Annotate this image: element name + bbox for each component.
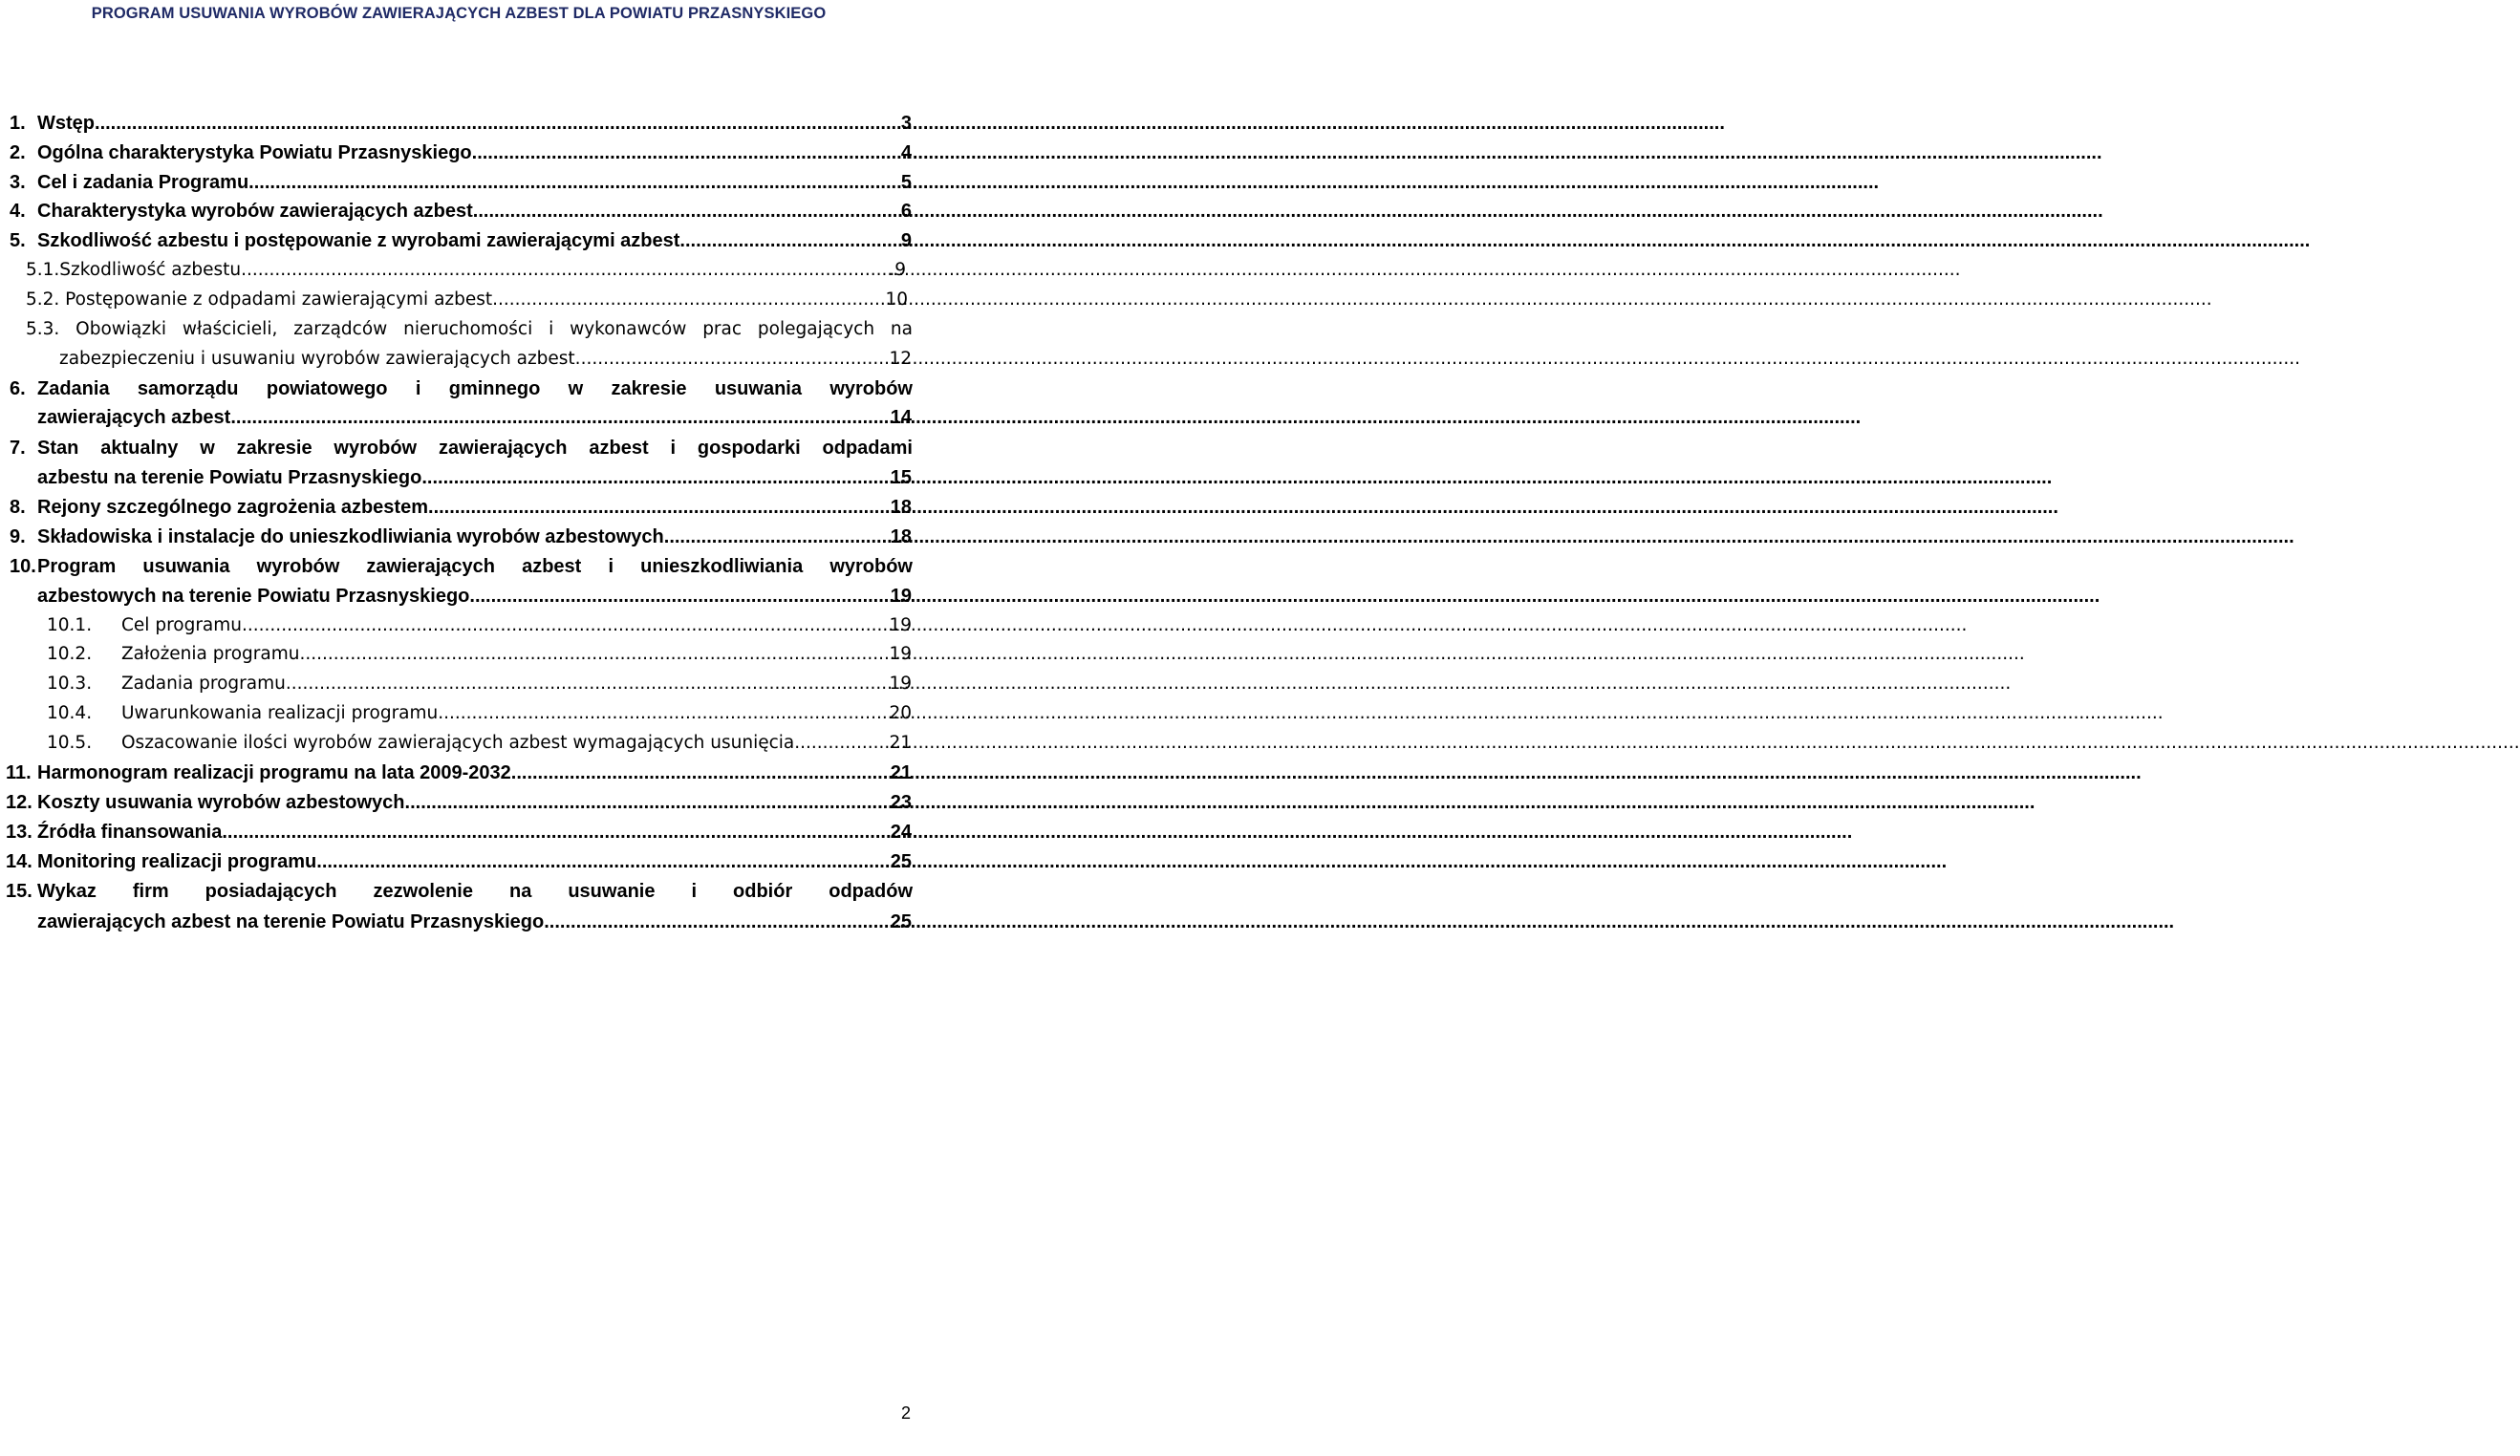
- toc-title: Wykaz firm posiadających zezwolenie na usuwanie i odbiór odpadów: [37, 881, 913, 902]
- toc-title: Składowiska i instalacje do unieszkodliwiania wyrobów azbestowych.: [37, 526, 670, 547]
- toc-entry-3[interactable]: [10, 168, 912, 197]
- toc-title: Wstęp.: [37, 113, 100, 134]
- toc-leader: [410, 788, 891, 817]
- toc-entry-10-3[interactable]: [47, 670, 912, 698]
- toc-leader: [100, 109, 901, 138]
- toc-page: 19: [889, 674, 912, 694]
- toc-leader: [477, 139, 901, 167]
- toc-leader: [241, 256, 889, 285]
- toc-leader: [516, 759, 890, 787]
- toc-entry-6-line1[interactable]: [10, 375, 913, 403]
- toc-title: azbestu na terenie Powiatu Przasnyskiego.: [37, 467, 427, 488]
- toc-leader: [581, 345, 890, 374]
- toc-title: Uwarunkowania realizacji programu.: [121, 703, 444, 723]
- toc-title: Program usuwania wyrobów zawierających azbest i unieszkodliwiania wyrobów: [37, 556, 913, 577]
- toc-title: zawierających azbest na terenie Powiatu Przasnyskiego.: [37, 911, 549, 932]
- toc-entry-9[interactable]: [10, 523, 912, 551]
- toc-page: 23: [890, 792, 912, 813]
- toc-entry-10-4[interactable]: [47, 699, 912, 728]
- toc-number: 10.1.: [47, 615, 93, 635]
- toc-entry-5-3-line1[interactable]: [26, 315, 913, 344]
- toc-title: 5.1.Szkodliwość azbestu: [26, 260, 242, 280]
- toc-title: Cel programu.: [121, 615, 248, 635]
- toc-page: 9: [900, 230, 912, 251]
- toc-leader: [549, 908, 891, 936]
- toc-number: 11.: [6, 762, 32, 783]
- toc-leader: [434, 493, 891, 522]
- toc-leader: [492, 286, 885, 314]
- toc-page: 25: [890, 911, 912, 932]
- toc-page: 19: [889, 644, 912, 664]
- toc-page: 14: [890, 407, 912, 428]
- toc-title: Rejony szczególnego zagrożenia azbestem.: [37, 497, 434, 518]
- toc-entry-8[interactable]: [10, 493, 912, 522]
- toc-entry-15-line2[interactable]: [37, 908, 912, 936]
- toc-number: 10.3.: [47, 674, 93, 694]
- toc-leader: [291, 670, 890, 698]
- toc-page: 12: [889, 349, 912, 369]
- toc-title: Zadania samorządu powiatowego i gminnego w zakresie usuwania wyrobów: [37, 378, 913, 399]
- toc-entry-11[interactable]: [6, 759, 912, 787]
- toc-number: 12.: [6, 792, 32, 813]
- toc-leader: [236, 403, 891, 432]
- toc-entry-5-3-line2[interactable]: [59, 345, 912, 374]
- toc-title: Założenia programu.: [121, 644, 306, 664]
- toc-leader: [475, 582, 891, 610]
- toc-entry-7-line2[interactable]: [37, 463, 912, 492]
- toc-entry-4[interactable]: [10, 197, 912, 225]
- toc-page: 21: [889, 733, 912, 753]
- toc-title: zabezpieczeniu i usuwaniu wyrobów zawierających azbest.: [59, 349, 581, 369]
- toc-entry-10-line1[interactable]: [10, 552, 913, 581]
- toc-entry-10-1[interactable]: [47, 611, 912, 640]
- toc-entry-5-2[interactable]: [26, 286, 908, 314]
- toc-number: 8.: [10, 497, 26, 518]
- toc-number: 3.: [10, 172, 26, 193]
- toc-leader: [227, 818, 891, 846]
- toc-title: Cel i zadania Programu.: [37, 172, 254, 193]
- toc-number: 13.: [6, 822, 32, 843]
- toc-number: 14.: [6, 851, 32, 872]
- toc-title: 5.2. Postępowanie z odpadami zawierającymi azbest: [26, 289, 493, 310]
- toc-number: 7.: [10, 438, 26, 459]
- toc-page: 15: [890, 467, 912, 488]
- toc-entry-7-line1[interactable]: [10, 434, 913, 462]
- toc-page: 21: [890, 762, 912, 783]
- toc-leader: [443, 699, 889, 728]
- toc-number: 9.: [10, 526, 26, 547]
- toc-number: 10.5.: [47, 733, 93, 753]
- toc-page: 18: [890, 526, 912, 547]
- toc-number: 6.: [10, 378, 26, 399]
- toc-entry-15-line1[interactable]: [6, 877, 913, 906]
- toc-title: azbestowych na terenie Powiatu Przasnyskiego.: [37, 586, 475, 607]
- toc-title: 5.3. Obowiązki właścicieli, zarządców nieruchomości i wykonawców prac polegających na: [26, 319, 913, 339]
- toc-title: Źródła finansowania.: [37, 822, 227, 843]
- toc-entry-10-line2[interactable]: [37, 582, 912, 610]
- toc-leader: [427, 463, 891, 492]
- toc-entry-2[interactable]: [10, 139, 912, 167]
- toc-entry-13[interactable]: [6, 818, 912, 846]
- toc-page: 10: [885, 289, 908, 310]
- toc-number: 10.4.: [47, 703, 93, 723]
- toc-entry-10-2[interactable]: [47, 640, 912, 669]
- toc-leader: [685, 226, 901, 255]
- toc-title: Zadania programu.: [121, 674, 291, 694]
- toc-number: 1.: [10, 113, 26, 134]
- toc-page: 4: [900, 142, 912, 163]
- toc-number: 15.: [6, 881, 32, 902]
- toc-page: 20: [889, 703, 912, 723]
- page-number: 2: [900, 1403, 911, 1423]
- toc-title: Monitoring realizacji programu.: [37, 851, 322, 872]
- toc-entry-5[interactable]: [10, 226, 912, 255]
- toc-page: 25: [890, 851, 912, 872]
- toc-leader: [478, 197, 901, 225]
- toc-entry-1[interactable]: [10, 109, 912, 138]
- toc-entry-12[interactable]: [6, 788, 912, 817]
- toc-entry-10-5[interactable]: [47, 729, 912, 758]
- toc-number: 5.: [10, 230, 26, 251]
- toc-number: 10.: [10, 556, 36, 577]
- toc-title: Szkodliwość azbestu i postępowanie z wyrobami zawierającymi azbest.: [37, 230, 685, 251]
- toc-leader: [254, 168, 901, 197]
- toc-title: zawierających azbest.: [37, 407, 236, 428]
- toc-title: Charakterystyka wyrobów zawierających azbest.: [37, 201, 479, 222]
- toc-title: Ogólna charakterystyka Powiatu Przasnyskiego.: [37, 142, 478, 163]
- toc-leader: [800, 729, 889, 758]
- toc-page: 18: [890, 497, 912, 518]
- document-header: PROGRAM USUWANIA WYROBÓW ZAWIERAJĄCYCH AZBEST DLA POWIATU PRZASNYSKIEGO: [91, 5, 827, 22]
- toc-title: Koszty usuwania wyrobów azbestowych.: [37, 792, 411, 813]
- toc-entry-5-1[interactable]: [26, 256, 906, 285]
- toc-leader: [669, 523, 890, 551]
- toc-page: 3: [900, 113, 912, 134]
- toc-page: 19: [890, 586, 912, 607]
- toc-title: Harmonogram realizacji programu na lata 2009-2032.: [37, 762, 517, 783]
- toc-page: 6: [900, 201, 912, 222]
- toc-number: 10.2.: [47, 644, 93, 664]
- toc-leader: [305, 640, 889, 669]
- toc-title: Oszacowanie ilości wyrobów zawierających azbest wymagających usunięcia.: [121, 733, 801, 753]
- toc-leader: [322, 847, 891, 876]
- toc-page: 19: [889, 615, 912, 635]
- toc-title: Stan aktualny w zakresie wyrobów zawierających azbest i gospodarki odpadami: [37, 438, 913, 459]
- toc-page: .9: [889, 260, 906, 280]
- toc-entry-14[interactable]: [6, 847, 912, 876]
- toc-leader: [248, 611, 890, 640]
- toc-number: 4.: [10, 201, 26, 222]
- toc-page: 5: [900, 172, 912, 193]
- toc-entry-6-line2[interactable]: [37, 403, 912, 432]
- toc-page: 24: [890, 822, 912, 843]
- toc-number: 2.: [10, 142, 26, 163]
